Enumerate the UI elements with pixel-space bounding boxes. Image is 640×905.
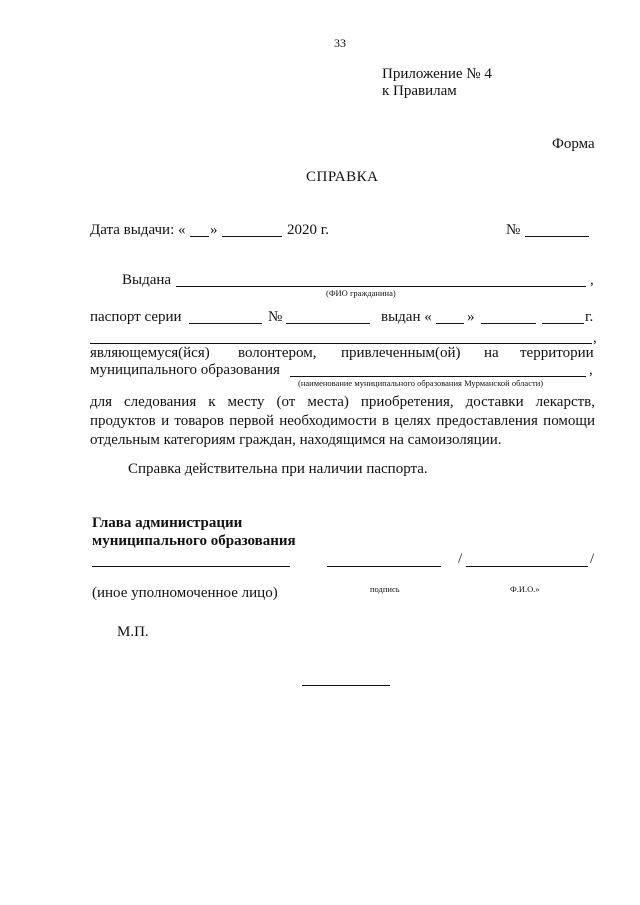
municipality-label: муниципального образования bbox=[90, 362, 280, 378]
signature-slash-2: / bbox=[590, 551, 595, 567]
alt-signatory-label: (иное уполномоченное лицо) bbox=[92, 585, 278, 601]
appendix-line-1: Приложение № 4 bbox=[382, 66, 492, 82]
passport-issued-label: выдан « bbox=[381, 309, 432, 325]
passport-series-field[interactable] bbox=[189, 323, 262, 324]
passport-month-field[interactable] bbox=[481, 323, 536, 324]
passport-issuer-comma: , bbox=[593, 330, 597, 346]
document-title: СПРАВКА bbox=[306, 169, 379, 185]
signatory-position-field[interactable] bbox=[92, 566, 290, 567]
fio-caption: Ф.И.О.» bbox=[510, 584, 540, 594]
volunteer-word-2: волонтером, bbox=[238, 345, 317, 361]
issue-year: 2020 г. bbox=[287, 222, 329, 238]
passport-number-label: № bbox=[268, 309, 283, 325]
passport-year-suffix: г. bbox=[585, 309, 594, 325]
municipality-comma: , bbox=[589, 362, 593, 378]
issued-to-label: Выдана bbox=[122, 272, 172, 288]
passport-day-field[interactable] bbox=[436, 323, 464, 324]
passport-issuer-field[interactable] bbox=[90, 343, 592, 344]
appendix-line-2: к Правилам bbox=[382, 83, 457, 99]
signatory-line-2: муниципального образования bbox=[92, 533, 296, 549]
issue-number-field[interactable] bbox=[525, 236, 589, 237]
volunteer-word-3: привлеченным(ой) bbox=[341, 345, 461, 361]
volunteer-word-5: территории bbox=[520, 345, 594, 361]
stamp-place: М.П. bbox=[117, 624, 149, 640]
issue-date-close-quote: » bbox=[210, 222, 218, 238]
purpose-paragraph: для следования к месту (от места) приобретения, доставки лекарств, продуктов и товаров первой необходимости в целях предоставления помощи отдельным категориям граждан, находящимся на самоизоляции. bbox=[90, 394, 595, 448]
signature-caption: подпись bbox=[370, 584, 400, 594]
form-label: Форма bbox=[552, 136, 595, 152]
issue-day-field[interactable] bbox=[190, 236, 209, 237]
issued-to-comma: , bbox=[590, 272, 594, 288]
passport-year-field[interactable] bbox=[542, 323, 584, 324]
end-rule bbox=[302, 685, 390, 686]
signature-slash-1: / bbox=[458, 551, 463, 567]
volunteer-word-1: являющемуся(йся) bbox=[90, 345, 210, 361]
passport-series-label: паспорт серии bbox=[90, 309, 182, 325]
passport-close-quote: » bbox=[467, 309, 475, 325]
issue-month-field[interactable] bbox=[222, 236, 282, 237]
municipality-field[interactable] bbox=[290, 376, 586, 377]
issue-number-label: № bbox=[506, 222, 521, 238]
municipality-caption: (наименование муниципального образования Мурманской области) bbox=[298, 378, 544, 388]
citizen-name-field[interactable] bbox=[176, 286, 586, 287]
passport-number-field[interactable] bbox=[286, 323, 370, 324]
validity-note: Справка действительна при наличии паспорта. bbox=[128, 461, 428, 477]
issue-date-label: Дата выдачи: « bbox=[90, 222, 186, 238]
page-number: 33 bbox=[334, 36, 346, 50]
volunteer-word-4: на bbox=[484, 345, 499, 361]
signatory-line-1: Глава администрации bbox=[92, 515, 243, 531]
signature-field[interactable] bbox=[327, 566, 441, 567]
citizen-name-caption: (ФИО гражданина) bbox=[326, 288, 396, 298]
signatory-fio-field[interactable] bbox=[466, 566, 588, 567]
